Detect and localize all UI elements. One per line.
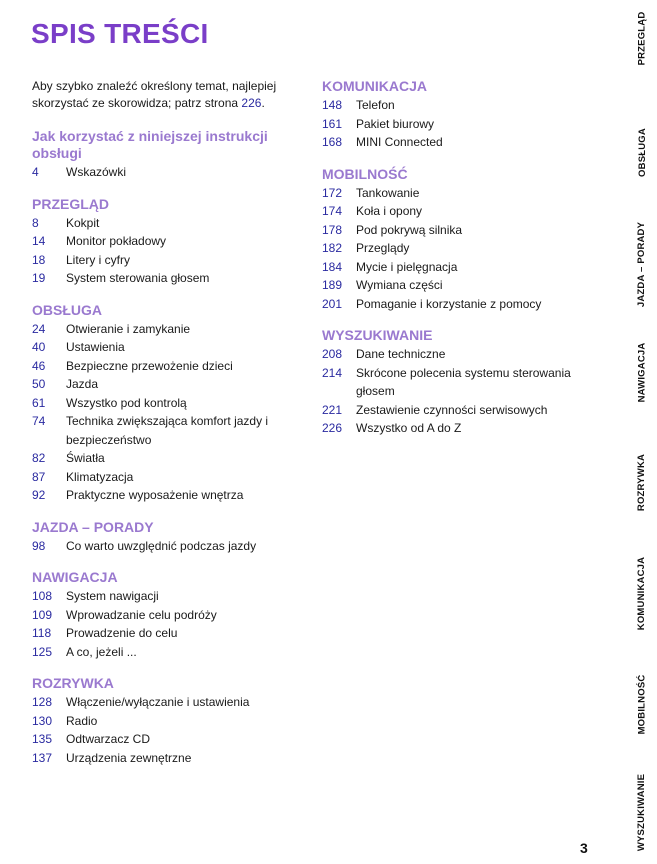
entry-title: Monitor pokładowy [66, 234, 167, 248]
entry-page-number: 178 [322, 222, 343, 237]
toc-section [32, 128, 290, 182]
toc-entry[interactable] [32, 394, 290, 413]
toc-entry[interactable] [322, 401, 594, 420]
toc-entry[interactable] [322, 345, 594, 364]
entry-page-number: 4 [32, 165, 39, 179]
toc-entry[interactable] [32, 587, 290, 606]
intro-end: . [261, 96, 265, 110]
toc-entry[interactable] [32, 468, 290, 487]
toc-section [322, 327, 594, 438]
entry-page-number: 161 [322, 116, 343, 131]
chapter-tab[interactable] [627, 432, 657, 532]
left-sections [32, 128, 290, 767]
entry-page-number: 118 [32, 626, 52, 640]
toc-entry[interactable] [322, 202, 594, 221]
chapter-tab-label: KOMUNIKACJA [636, 556, 648, 630]
entry-page-number: 40 [32, 340, 46, 354]
chapter-tab-label: PRZEGLĄD [636, 11, 648, 65]
entry-page-number: 226 [322, 421, 343, 435]
entry-title: Pod pokrywą silnika [356, 222, 463, 237]
entry-page-number: 74 [32, 414, 46, 428]
toc-entry[interactable] [32, 338, 290, 357]
entry-page-number: 201 [322, 296, 343, 311]
toc-right-column [322, 78, 594, 452]
toc-entry[interactable] [32, 163, 290, 182]
toc-entry[interactable] [32, 693, 290, 712]
chapter-tab-label: ROZRYWKA [636, 453, 648, 511]
toc-section [322, 166, 594, 314]
toc-entry[interactable] [322, 239, 594, 258]
toc-entry[interactable] [32, 749, 290, 768]
entry-page-number: 82 [32, 451, 46, 465]
entry-page-number: 184 [322, 259, 343, 274]
entry-title: Odtwarzacz CD [66, 732, 151, 746]
entry-page-number: 109 [32, 607, 53, 622]
toc-section [32, 302, 290, 505]
toc-entry[interactable] [32, 712, 290, 731]
page-number: 3 [580, 840, 588, 856]
chapter-tab[interactable] [627, 543, 657, 643]
entry-title: Dane techniczne [356, 347, 446, 361]
entry-title: Praktyczne wyposażenie wnętrza [66, 488, 244, 502]
entry-title: Pomaganie i korzystanie z pomocy [356, 296, 542, 311]
section-heading[interactable]: ROZRYWKA [32, 675, 114, 691]
toc-entry[interactable] [322, 133, 594, 152]
entry-page-number: 92 [32, 488, 46, 502]
entry-title: Koła i opony [356, 204, 423, 218]
entry-title: Mycie i pielęgnacja [356, 259, 458, 274]
entry-title: Klimatyzacja [66, 469, 134, 484]
toc-entry[interactable] [322, 419, 594, 438]
entry-title: Pakiet biurowy [356, 116, 435, 131]
entry-page-number: 174 [322, 204, 343, 218]
section-heading[interactable]: MOBILNOŚĆ [322, 165, 408, 182]
chapter-tab-label: JAZDA – PORADY [636, 221, 648, 307]
entry-title: Kokpit [66, 215, 100, 230]
entry-title: Wszystko od A do Z [356, 421, 462, 435]
entry-title: Światła [66, 451, 105, 465]
entry-page-number: 189 [322, 278, 343, 292]
chapter-tab[interactable] [627, 102, 657, 202]
entry-page-number: 208 [322, 347, 343, 361]
entry-page-number: 50 [32, 377, 46, 391]
entry-title: Radio [66, 713, 98, 728]
chapter-tab-label: OBSŁUGA [636, 127, 648, 177]
entry-title: Przeglądy [356, 241, 410, 255]
section-heading[interactable]: JAZDA – PORADY [32, 518, 154, 535]
chapter-tab[interactable] [627, 0, 657, 88]
entry-title: A co, jeżeli ... [66, 644, 137, 659]
entry-title: Telefon [356, 98, 395, 112]
section-heading[interactable]: KOMUNIKACJA [322, 78, 427, 94]
entry-page-number: 98 [32, 538, 46, 553]
toc-entry[interactable] [32, 643, 290, 662]
chapter-tab-label: MOBILNOŚĆ [636, 674, 648, 734]
page-title: SPIS TREŚCI [31, 18, 209, 49]
entry-title: System sterowania głosem [66, 271, 210, 285]
toc-entry[interactable] [32, 320, 290, 339]
toc-entry[interactable] [32, 624, 290, 643]
entry-page-number: 14 [32, 234, 46, 248]
toc-section [32, 675, 290, 767]
chapter-tab-label: NAWIGACJA [636, 342, 648, 402]
entry-page-number: 8 [32, 215, 39, 230]
toc-entry[interactable] [322, 276, 594, 295]
entry-title: Ustawienia [66, 340, 125, 354]
entry-page-number: 46 [32, 358, 46, 373]
toc-section [32, 196, 290, 288]
entry-page-number: 137 [32, 750, 53, 765]
entry-title: System nawigacji [66, 589, 159, 603]
entry-page-number: 214 [322, 365, 343, 380]
entry-page-number: 128 [32, 695, 53, 709]
toc-entry[interactable] [322, 184, 594, 203]
entry-title: Prowadzenie do celu [66, 626, 178, 640]
entry-page-number: 18 [32, 252, 46, 267]
toc-section [322, 78, 594, 152]
section-heading[interactable]: WYSZUKIWANIE [322, 327, 433, 343]
toc-entry[interactable] [32, 269, 290, 288]
entry-page-number: 172 [322, 185, 343, 200]
entry-page-number: 108 [32, 589, 53, 603]
toc-section [32, 519, 290, 556]
toc-entry[interactable] [32, 232, 290, 251]
entry-title: Zestawienie czynności serwisowych [356, 402, 548, 417]
toc-entry[interactable] [32, 375, 290, 394]
entry-page-number: 221 [322, 402, 343, 417]
entry-title: Bezpieczne przewożenie dzieci [66, 358, 233, 373]
intro-text [32, 78, 290, 112]
entry-title: Skrócone polecenia systemu sterowania głosem [356, 365, 571, 398]
intro-page-link[interactable]: 226 [241, 96, 262, 110]
chapter-tab[interactable] [627, 214, 657, 314]
entry-page-number: 130 [32, 713, 53, 728]
section-heading[interactable]: NAWIGACJA [32, 569, 118, 585]
toc-entry[interactable] [32, 251, 290, 270]
toc-entry[interactable] [322, 115, 594, 134]
entry-title: Litery i cyfry [66, 252, 131, 267]
entry-page-number: 125 [32, 644, 53, 659]
entry-page-number: 182 [322, 241, 343, 255]
chapter-tab[interactable] [627, 322, 657, 422]
entry-title: Wymiana części [356, 278, 443, 292]
toc-entry[interactable] [322, 96, 594, 115]
entry-title: Wszystko pod kontrolą [66, 395, 187, 410]
chapter-tab[interactable] [627, 654, 657, 754]
toc-entry[interactable] [32, 537, 290, 556]
right-sections [322, 78, 594, 438]
entry-page-number: 87 [32, 469, 46, 484]
entry-title: Technika zwiększająca komfort jazdy i bezpieczeństwo [66, 414, 269, 447]
entry-title: Otwieranie i zamykanie [66, 321, 191, 336]
intro-sentence: Aby szybko znaleźć określony temat, najlepiej skorzystać ze skorowidza; patrz strona [32, 79, 277, 110]
chapter-tab-label: WYSZUKIWANIE [636, 773, 648, 851]
toc-entry[interactable] [32, 730, 290, 749]
entry-page-number: 135 [32, 732, 53, 746]
toc-entry[interactable] [322, 221, 594, 240]
entry-title: Wskazówki [66, 165, 127, 179]
entry-page-number: 19 [32, 271, 46, 285]
toc-entry[interactable] [32, 214, 290, 233]
toc-entry[interactable] [32, 606, 290, 625]
toc-entry[interactable] [322, 258, 594, 277]
toc-entry[interactable] [32, 486, 290, 505]
chapter-tabs [627, 0, 657, 864]
toc-entry[interactable] [32, 412, 290, 449]
entry-page-number: 24 [32, 321, 46, 336]
entry-title: Co warto uwzględnić podczas jazdy [66, 538, 257, 553]
entry-page-number: 168 [322, 135, 343, 149]
entry-title: Urządzenia zewnętrzne [66, 750, 192, 765]
toc-entry[interactable] [32, 449, 290, 468]
entry-page-number: 148 [322, 98, 343, 112]
entry-title: Wprowadzanie celu podróży [66, 607, 217, 622]
chapter-tab[interactable] [627, 762, 657, 862]
entry-title: Włączenie/wyłączanie i ustawienia [66, 695, 250, 709]
entry-page-number: 61 [32, 395, 46, 410]
toc-entry[interactable] [322, 364, 594, 401]
section-heading[interactable]: Jak korzystać z niniejszej instrukcji obsługi [32, 128, 268, 161]
section-heading[interactable]: PRZEGLĄD [32, 195, 109, 212]
entry-title: Tankowanie [356, 185, 420, 200]
entry-title: MINI Connected [356, 135, 443, 149]
toc-left-column [32, 78, 290, 781]
toc-section [32, 569, 290, 661]
entry-title: Jazda [66, 377, 99, 391]
toc-entry[interactable] [32, 357, 290, 376]
section-heading[interactable]: OBSŁUGA [32, 301, 102, 318]
toc-entry[interactable] [322, 295, 594, 314]
